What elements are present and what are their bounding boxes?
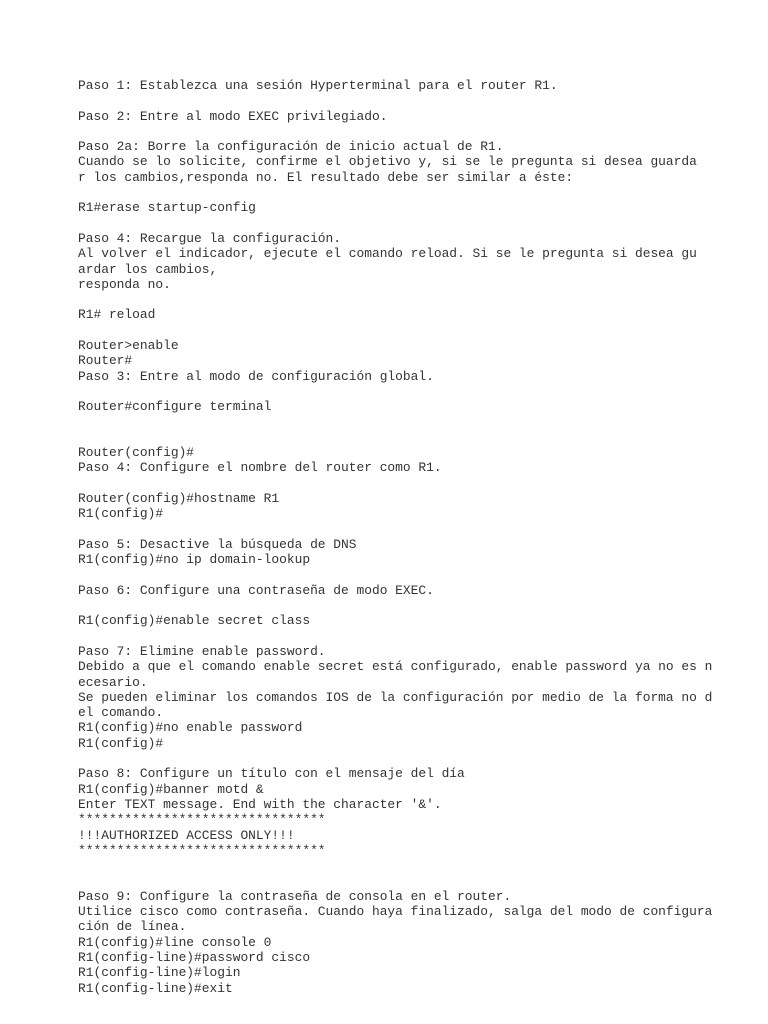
text-line: R1(config)#enable secret class: [78, 613, 311, 629]
text-line: Paso 2a: Borre la configuración de inicio actual de R1.: [78, 139, 504, 155]
text-line: R1(config-line)#exit: [78, 980, 233, 996]
text-line: Router#: [78, 353, 133, 369]
text-line: Router>enable: [78, 338, 179, 354]
text-line: Paso 1: Establezca una sesión Hyperterminal para el router R1.: [78, 78, 558, 93]
text-line: r los cambios,responda no. El resultado debe ser similar a éste:: [78, 169, 574, 185]
text-line: R1(config-line)#password cisco: [78, 949, 311, 965]
text-line: ********************************: [78, 812, 326, 828]
text-line: !!!AUTHORIZED ACCESS ONLY!!!: [78, 827, 295, 843]
text-line: R1(config-line)#login: [78, 965, 241, 981]
text-line: Debido a que el comando enable secret está configurado, enable password ya no es n: [78, 659, 713, 675]
blank-line: [78, 415, 718, 430]
text-line: ecesario.: [78, 674, 148, 690]
text-line: Al volver el indicador, ejecute el comando reload. Si se le pregunta si desea gu: [78, 246, 697, 262]
blank-line: [78, 598, 718, 613]
text-line: R1(config)#: [78, 506, 164, 522]
text-line: R1(config)#line console 0: [78, 934, 272, 950]
text-line: Enter TEXT message. End with the character '&'.: [78, 796, 442, 812]
blank-line: [78, 216, 718, 231]
blank-line: [78, 93, 718, 108]
blank-line: [78, 629, 718, 644]
text-line: el comando.: [78, 705, 164, 721]
blank-line: [78, 568, 718, 583]
text-line: Paso 4: Recargue la configuración.: [78, 230, 342, 246]
document-body: [78, 78, 718, 996]
blank-line: [78, 292, 718, 307]
text-line: R1(config)#: [78, 735, 164, 751]
blank-line: [78, 522, 718, 537]
text-line: Paso 2: Entre al modo EXEC privilegiado.: [78, 108, 388, 124]
text-line: ción de línea.: [78, 919, 187, 935]
blank-line: [78, 873, 718, 888]
blank-line: [78, 124, 718, 139]
text-line: responda no.: [78, 276, 171, 292]
blank-line: [78, 430, 718, 445]
text-line: Paso 5: Desactive la búsqueda de DNS: [78, 536, 357, 552]
blank-line: [78, 384, 718, 399]
text-line: R1(config)#banner motd &: [78, 781, 264, 797]
text-line: R1(config)#no enable password: [78, 720, 303, 736]
text-line: Paso 6: Configure una contraseña de modo EXEC.: [78, 582, 434, 598]
text-line: Paso 7: Elimine enable password.: [78, 643, 326, 659]
text-line: R1#erase startup-config: [78, 200, 256, 216]
text-line: Paso 3: Entre al modo de configuración global.: [78, 368, 434, 384]
text-line: Utilice cisco como contraseña. Cuando haya finalizado, salga del modo de configura: [78, 904, 713, 920]
text-line: Router#configure terminal: [78, 399, 272, 415]
text-line: Paso 8: Configure un título con el mensaje del día: [78, 766, 465, 782]
text-line: R1(config)#no ip domain-lookup: [78, 552, 311, 568]
text-line: ardar los cambios,: [78, 261, 218, 277]
blank-line: [78, 858, 718, 873]
blank-line: [78, 185, 718, 200]
blank-line: [78, 476, 718, 491]
text-line: Router(config)#hostname R1: [78, 491, 280, 507]
text-line: R1# reload: [78, 307, 156, 323]
text-line: Paso 4: Configure el nombre del router como R1.: [78, 460, 442, 476]
blank-line: [78, 751, 718, 766]
blank-line: [78, 323, 718, 338]
text-line: Paso 9: Configure la contraseña de consola en el router.: [78, 888, 512, 904]
text-line: Se pueden eliminar los comandos IOS de la configuración por medio de la forma no d: [78, 689, 713, 705]
text-line: ********************************: [78, 842, 326, 858]
text-line: Router(config)#: [78, 445, 195, 461]
text-line: Cuando se lo solicite, confirme el objetivo y, si se le pregunta si desea guarda: [78, 154, 697, 170]
